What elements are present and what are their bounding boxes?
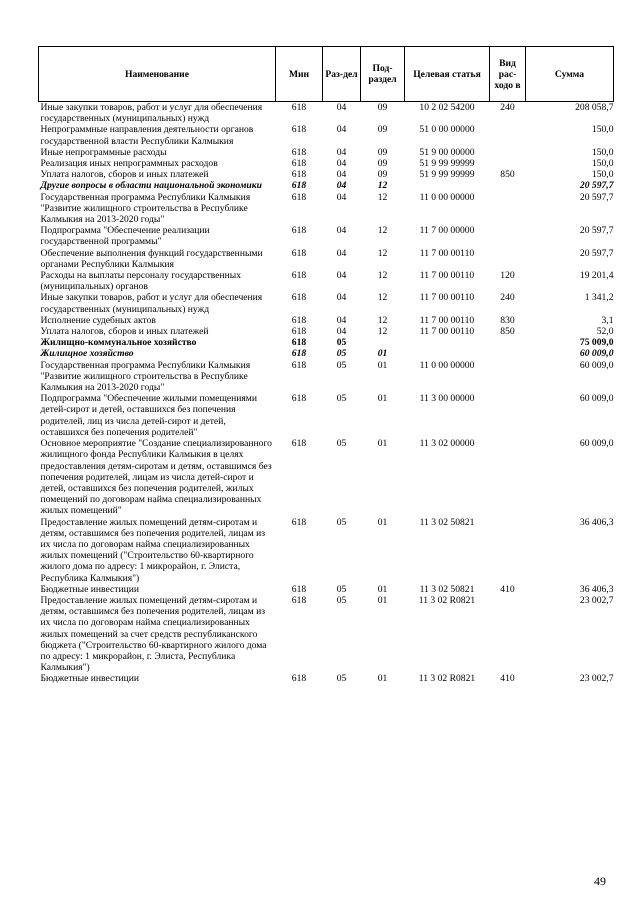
cell-razdel: 04 <box>336 292 347 304</box>
budget-table-sheet <box>38 46 613 685</box>
header-razdel-label: Раз-дел <box>325 68 358 80</box>
cell-summa: 20 597,7 <box>579 191 614 203</box>
cell-razdel: 04 <box>336 180 347 192</box>
cell-summa: 60 009,0 <box>579 348 614 360</box>
table-row <box>39 360 614 394</box>
cell-razdel: 05 <box>336 516 347 528</box>
cell-name: Предоставление жилых помещений детям-сиротам и детям, оставшимся без попечения родителей, лицам из их числа по договорам найма специализированных жилых помещений ("Строительство 60-квартирного жилого дома по адресу: 1 микрорайон, г. Элиста, Республика Калмыкия") <box>40 516 266 584</box>
cell-name: Государственная программа Республики Калмыкия "Развитие жилищного строительства в Республике Калмыкия на 2013-2020 годы" <box>40 359 251 394</box>
cell-vid <box>490 517 526 584</box>
cell-podrazdel: 12 <box>377 326 388 338</box>
table-row <box>39 192 614 226</box>
cell-podrazdel: 01 <box>377 583 388 595</box>
header-min: Мин <box>276 47 323 102</box>
cell-summa: 52,0 <box>596 326 614 338</box>
cell-razdel: 04 <box>336 326 347 338</box>
cell-name: Иные непрограммные расходы <box>40 146 167 158</box>
cell-min: 618 <box>291 516 307 528</box>
table-row <box>39 393 614 438</box>
cell-summa: 20 597,7 <box>579 225 614 237</box>
table-row <box>39 517 614 584</box>
cell-vid <box>490 348 526 359</box>
cell-podrazdel: 09 <box>377 124 388 136</box>
table-body <box>39 102 614 685</box>
cell-name: Жилищное хозяйство <box>40 348 134 360</box>
cell-razdel: 04 <box>336 102 347 113</box>
cell-celevaya: 11 7 00 00110 <box>419 292 475 304</box>
cell-celevaya <box>405 348 490 359</box>
cell-min: 618 <box>291 348 307 360</box>
cell-celevaya: 51 9 99 99999 <box>419 169 475 181</box>
page-number: 49 <box>594 874 606 888</box>
cell-celevaya: 11 3 00 00000 <box>419 393 475 405</box>
cell-name: Основное мероприятие "Создание специализированного жилищного фонда Республики Калмыкия в целях предоставления детям-сиротам и детям, оставшимся без попечения родителей, лицам из числа детей-сирот и детей, оставшихся без попечения родителей, жилых помещений по договорам найма специализированных жилых помещений" <box>40 438 272 517</box>
table-row <box>39 584 614 595</box>
cell-summa: 19 201,4 <box>579 270 614 282</box>
cell-summa: 3,1 <box>601 314 614 326</box>
cell-summa: 208 058,7 <box>575 102 614 113</box>
table-header-row <box>39 47 614 102</box>
header-vid <box>490 47 526 102</box>
cell-min: 618 <box>291 146 307 158</box>
cell-celevaya: 51 9 00 00000 <box>419 146 475 158</box>
cell-celevaya: 11 0 00 00000 <box>419 191 475 203</box>
cell-min: 618 <box>291 326 307 338</box>
table-row <box>39 326 614 337</box>
cell-summa: 20 597,7 <box>579 247 614 259</box>
header-vid-label: Вид рас-ходо в <box>494 57 521 91</box>
cell-razdel: 04 <box>336 225 347 237</box>
cell-podrazdel: 01 <box>377 348 388 360</box>
cell-min: 618 <box>291 594 307 606</box>
cell-vid: 850 <box>500 169 515 181</box>
cell-celevaya <box>405 337 490 348</box>
cell-summa: 60 009,0 <box>579 393 614 405</box>
cell-razdel: 04 <box>336 270 347 282</box>
cell-razdel: 05 <box>336 348 347 360</box>
cell-vid <box>490 192 526 226</box>
cell-podrazdel: 01 <box>377 438 388 450</box>
cell-summa: 36 406,3 <box>579 516 614 528</box>
cell-podrazdel: 12 <box>377 292 388 304</box>
cell-podrazdel: 01 <box>377 594 388 606</box>
cell-min: 618 <box>291 393 307 405</box>
cell-razdel: 04 <box>336 247 347 259</box>
table-row <box>39 147 614 158</box>
cell-vid <box>490 393 526 438</box>
cell-razdel: 05 <box>336 594 347 606</box>
cell-name: Исполнение судебных актов <box>40 314 156 326</box>
table-row <box>39 102 614 125</box>
cell-name: Подпрограмма "Обеспечение жилыми помещениями детей-сирот и детей, оставшихся без попечения родителей, лиц из числа детей-сирот и детей, оставшихся без попечения родителей" <box>40 393 258 438</box>
cell-vid: 240 <box>500 102 515 113</box>
cell-razdel: 05 <box>336 337 347 349</box>
cell-vid <box>490 438 526 516</box>
cell-razdel: 04 <box>336 124 347 136</box>
cell-vid <box>490 147 526 158</box>
cell-summa: 20 597,7 <box>579 180 614 192</box>
cell-min: 618 <box>291 124 307 136</box>
cell-name: Расходы на выплаты персоналу государственных (муниципальных) органов <box>40 270 242 293</box>
cell-vid: 410 <box>500 583 515 595</box>
cell-min: 618 <box>291 102 307 113</box>
cell-vid <box>490 124 526 146</box>
cell-razdel: 04 <box>336 158 347 170</box>
cell-summa: 150,0 <box>591 124 614 136</box>
header-summa: Сумма <box>526 47 614 102</box>
cell-min: 618 <box>291 158 307 170</box>
cell-min: 618 <box>291 359 307 371</box>
cell-vid: 850 <box>500 326 515 338</box>
cell-celevaya: 11 3 02 50821 <box>419 583 475 595</box>
table-row <box>39 348 614 359</box>
cell-podrazdel: 12 <box>377 191 388 203</box>
header-name: Наименование <box>39 47 276 102</box>
cell-name: Уплата налогов, сборов и иных платежей <box>40 326 209 338</box>
cell-name: Обеспечение выполнения функций государственными органами Республики Калмыкия <box>40 247 263 270</box>
cell-name: Бюджетные инвестиции <box>40 673 139 685</box>
cell-celevaya: 10 2 02 54200 <box>419 102 475 113</box>
cell-name: Бюджетные инвестиции <box>40 583 139 595</box>
table-row <box>39 673 614 684</box>
cell-podrazdel: 12 <box>377 180 388 192</box>
cell-summa: 150,0 <box>591 158 614 170</box>
cell-celevaya: 11 7 00 00110 <box>419 270 475 282</box>
cell-celevaya: 51 0 00 00000 <box>419 124 475 136</box>
table-row <box>39 438 614 516</box>
cell-razdel: 04 <box>336 191 347 203</box>
cell-min: 618 <box>291 292 307 304</box>
budget-table <box>38 46 614 685</box>
cell-celevaya: 11 3 02 50821 <box>419 516 475 528</box>
cell-summa: 36 406,3 <box>579 583 614 595</box>
cell-podrazdel: 09 <box>377 102 388 113</box>
cell-summa: 1 341,2 <box>584 292 614 304</box>
cell-vid <box>490 595 526 673</box>
cell-vid <box>490 248 526 270</box>
cell-razdel: 05 <box>336 438 347 450</box>
cell-podrazdel: 01 <box>377 673 388 685</box>
cell-name: Уплата налогов, сборов и иных платежей <box>40 169 209 181</box>
cell-name: Жилищно-коммунальное хозяйство <box>40 337 197 349</box>
cell-name: Иные закупки товаров, работ и услуг для обеспечения государственных (муниципальных) нужд <box>40 292 263 315</box>
cell-summa: 23 002,7 <box>579 594 614 606</box>
cell-celevaya: 11 3 02 00000 <box>419 438 475 450</box>
table-row <box>39 124 614 146</box>
cell-summa: 23 002,7 <box>579 673 614 685</box>
cell-name: Иные закупки товаров, работ и услуг для обеспечения государственных (муниципальных) нужд <box>40 102 263 125</box>
cell-razdel: 05 <box>336 359 347 371</box>
cell-celevaya: 11 7 00 00110 <box>419 326 475 338</box>
cell-razdel: 05 <box>336 673 347 685</box>
table-row <box>39 225 614 247</box>
cell-celevaya: 11 7 00 00000 <box>419 225 475 237</box>
cell-podrazdel: 12 <box>377 247 388 259</box>
cell-celevaya: 11 3 02 R0821 <box>418 594 476 606</box>
cell-podrazdel: 12 <box>377 314 388 326</box>
cell-podrazdel: 09 <box>377 169 388 181</box>
cell-name: Подпрограмма "Обеспечение реализации государственной программы" <box>40 225 210 248</box>
cell-razdel: 05 <box>336 583 347 595</box>
cell-min: 618 <box>291 180 307 192</box>
cell-celevaya <box>405 180 490 191</box>
cell-celevaya: 11 7 00 00110 <box>419 247 475 259</box>
cell-vid: 830 <box>500 314 515 326</box>
cell-min: 618 <box>291 438 307 450</box>
cell-vid: 410 <box>500 673 515 685</box>
cell-vid <box>490 360 526 394</box>
table-row <box>39 169 614 180</box>
table-row <box>39 292 614 314</box>
header-podrazdel <box>361 47 405 102</box>
table-row <box>39 270 614 292</box>
cell-min: 618 <box>291 314 307 326</box>
cell-min: 618 <box>291 191 307 203</box>
cell-podrazdel: 12 <box>377 225 388 237</box>
cell-razdel: 04 <box>336 146 347 158</box>
cell-celevaya: 11 0 00 00000 <box>419 359 475 371</box>
table-row <box>39 248 614 270</box>
cell-razdel: 04 <box>336 169 347 181</box>
cell-razdel: 04 <box>336 314 347 326</box>
cell-vid: 240 <box>500 292 515 304</box>
cell-celevaya: 51 9 99 99999 <box>419 158 475 170</box>
header-razdel <box>323 47 361 102</box>
table-row <box>39 158 614 169</box>
cell-podrazdel: 12 <box>377 270 388 282</box>
cell-name: Предоставление жилых помещений детям-сиротам и детям, оставшимся без попечения родителей, лицам из их числа по договорам найма специализированных жилых помещений за счет средств республиканского бюджета ("Строительство 60-квартирного жилого дома по адресу: 1 микрорайон, г. Элиста, Республика Калмыкия") <box>40 594 267 674</box>
cell-podrazdel: 09 <box>377 146 388 158</box>
cell-podrazdel: 01 <box>377 393 388 405</box>
table-row <box>39 315 614 326</box>
cell-name: Другие вопросы в области национальной экономики <box>40 180 262 192</box>
cell-vid <box>490 180 526 191</box>
cell-min: 618 <box>291 270 307 282</box>
cell-razdel: 05 <box>336 393 347 405</box>
cell-name: Непрограммные направления деятельности органов государственной власти Республики Калмыкия <box>40 124 254 147</box>
cell-name: Реализация иных непрограммных расходов <box>40 158 218 170</box>
cell-min: 618 <box>291 583 307 595</box>
cell-podrazdel: 09 <box>377 158 388 170</box>
cell-summa: 150,0 <box>591 169 614 181</box>
cell-vid <box>490 337 526 348</box>
cell-podrazdel: 01 <box>377 516 388 528</box>
cell-summa: 60 009,0 <box>579 438 614 450</box>
cell-min: 618 <box>291 169 307 181</box>
cell-celevaya: 11 3 02 R0821 <box>418 673 476 685</box>
cell-min: 618 <box>291 337 307 349</box>
cell-vid: 120 <box>500 270 515 282</box>
cell-summa: 75 009,0 <box>579 337 614 349</box>
table-row <box>39 337 614 348</box>
header-celevaya-label: Целевая статья <box>413 68 481 80</box>
cell-name: Государственная программа Республики Калмыкия "Развитие жилищного строительства в Республике Калмыкия на 2013-2020 годы" <box>40 191 251 226</box>
cell-min: 618 <box>291 225 307 237</box>
cell-podrazdel: 01 <box>377 359 388 371</box>
table-row <box>39 595 614 673</box>
cell-summa: 60 009,0 <box>579 359 614 371</box>
header-podrazdel-label: Под-раздел <box>368 63 397 85</box>
cell-min: 618 <box>291 673 307 685</box>
cell-podrazdel <box>361 337 405 348</box>
cell-celevaya: 11 7 00 00110 <box>419 314 475 326</box>
table-row <box>39 180 614 191</box>
cell-vid <box>490 158 526 169</box>
cell-summa: 150,0 <box>591 146 614 158</box>
cell-min: 618 <box>291 247 307 259</box>
header-celevaya <box>405 47 490 102</box>
cell-vid <box>490 225 526 247</box>
